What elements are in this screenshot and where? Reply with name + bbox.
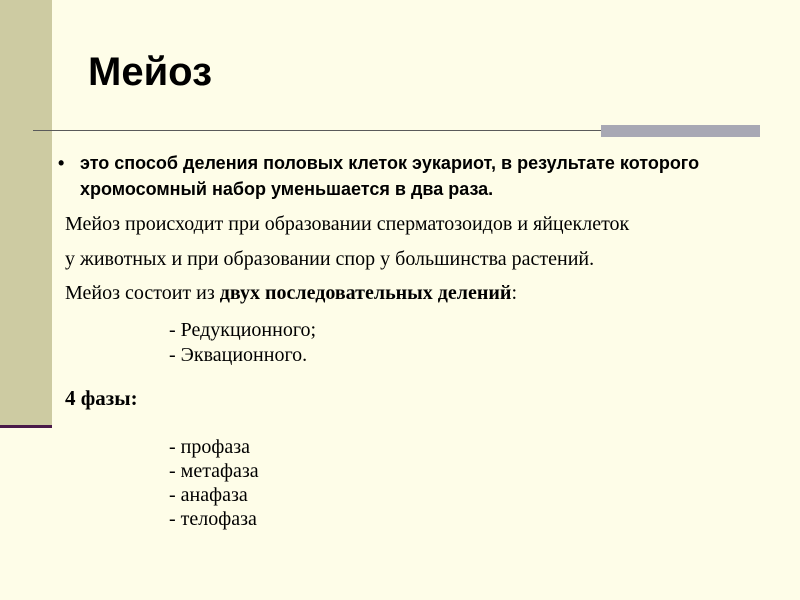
division-item-equational: - Эквационного. [169,344,308,366]
phase-item-anaphase: - анафаза [169,484,248,506]
bullet-marker: • [58,153,65,173]
left-bar-edge [0,425,52,428]
paragraph-1: Мейоз происходит при образовании сперматозоидов и яйцеклеток [65,213,630,235]
slide-title: Мейоз [88,50,212,94]
phase-item-metaphase: - метафаза [169,460,259,482]
paragraph-3 [65,281,517,305]
divisions-list [169,318,316,368]
paragraph-3-bold: двух последовательных делений [219,282,512,304]
definition-text: это способ деления половых клеток эукариот, в результате которого хромосомный набор уменьшается в два раза. [80,153,700,199]
paragraph-2: у животных и при образовании спор у большинства растений. [65,248,595,270]
phase-item-prophase: - профаза [169,436,250,458]
division-item-reductional: - Редукционного; [169,319,317,341]
definition-bullet [58,150,778,202]
paragraph-3-start: Мейоз состоит из [65,282,220,304]
phases-heading: 4 фазы: [65,386,138,410]
left-decorative-bar [0,0,52,428]
phases-list [169,435,259,531]
paragraph-3-end: : [511,282,518,304]
divider-accent [601,125,760,137]
title-divider [33,130,601,131]
phase-item-telophase: - телофаза [169,508,257,530]
